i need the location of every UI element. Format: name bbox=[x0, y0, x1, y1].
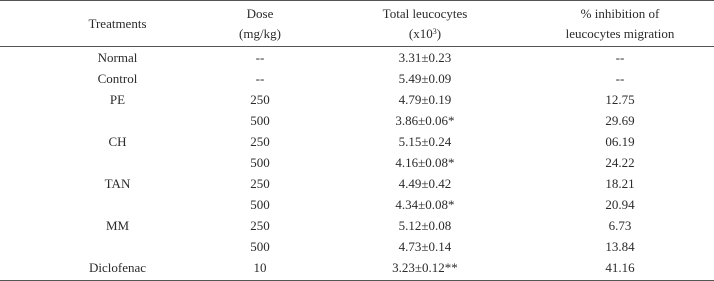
inhibition-cell: 18.21 bbox=[605, 176, 635, 191]
inhibition-cell: 24.22 bbox=[605, 155, 635, 170]
inhibition-cell: -- bbox=[615, 71, 625, 86]
header-dose-unit: (mg/kg) bbox=[239, 26, 281, 41]
inhibition-cell: 12.75 bbox=[605, 92, 635, 107]
inhibition-cell: 41.16 bbox=[605, 260, 635, 275]
leucocytes-cell: 5.12±0.08 bbox=[398, 218, 452, 233]
table-body bbox=[0, 47, 714, 278]
header-total-leucocytes bbox=[355, 4, 495, 44]
header-leucocytes-unit-prefix: (x10 bbox=[408, 26, 433, 41]
leucocytes-cell: 4.34±0.08* bbox=[395, 197, 455, 212]
leucocytes-cell: 4.79±0.19 bbox=[398, 92, 452, 107]
table-row bbox=[0, 215, 714, 236]
header-dose-label: Dose bbox=[246, 6, 274, 21]
header-inhibition-label: % inhibition of bbox=[580, 6, 660, 21]
dose-cell: 500 bbox=[250, 239, 270, 254]
dose-cell: 250 bbox=[250, 218, 270, 233]
header-leucocytes-unit-suffix: ) bbox=[436, 26, 442, 41]
header-leucocytes-unit-exponent: 3 bbox=[432, 27, 437, 36]
inhibition-cell: 20.94 bbox=[605, 197, 635, 212]
leucocytes-cell: 5.49±0.09 bbox=[398, 71, 452, 86]
header-leucocytes-label: Total leucocytes bbox=[382, 6, 468, 21]
leucocytes-cell: 5.15±0.24 bbox=[398, 134, 452, 149]
header-leucocytes-unit bbox=[355, 24, 495, 44]
header-dose bbox=[200, 4, 320, 44]
dose-cell: 250 bbox=[250, 92, 270, 107]
leucocytes-cell: 3.23±0.12** bbox=[392, 260, 458, 275]
table-row bbox=[0, 236, 714, 257]
treatment-cell: Normal bbox=[97, 50, 138, 65]
dose-cell: -- bbox=[255, 50, 265, 65]
leucocytes-cell: 4.73±0.14 bbox=[398, 239, 452, 254]
leucocytes-cell: 4.16±0.08* bbox=[395, 155, 455, 170]
treatment-cell: PE bbox=[109, 92, 126, 107]
leucocytes-cell: 3.86±0.06* bbox=[395, 113, 455, 128]
treatment-cell: MM bbox=[105, 218, 130, 233]
dose-cell: -- bbox=[255, 71, 265, 86]
header-inhibition bbox=[545, 4, 695, 44]
table-top-rule bbox=[0, 0, 714, 1]
table-row bbox=[0, 194, 714, 215]
table-row bbox=[0, 89, 714, 110]
inhibition-cell: 13.84 bbox=[605, 239, 635, 254]
inhibition-cell: -- bbox=[615, 50, 625, 65]
dose-cell: 10 bbox=[253, 260, 267, 275]
table-row bbox=[0, 257, 714, 278]
inhibition-cell: 06.19 bbox=[605, 134, 635, 149]
header-treatments-label: Treatments bbox=[88, 16, 147, 31]
table-row bbox=[0, 47, 714, 68]
table-row bbox=[0, 110, 714, 131]
table-row bbox=[0, 131, 714, 152]
table-row bbox=[0, 68, 714, 89]
header-treatments bbox=[50, 14, 185, 34]
inhibition-cell: 6.73 bbox=[608, 218, 632, 233]
dose-cell: 250 bbox=[250, 134, 270, 149]
dose-cell: 500 bbox=[250, 113, 270, 128]
header-inhibition-label-2: leucocytes migration bbox=[565, 26, 675, 41]
inhibition-cell: 29.69 bbox=[605, 113, 635, 128]
treatment-cell: CH bbox=[108, 134, 127, 149]
dose-cell: 500 bbox=[250, 155, 270, 170]
leucocytes-cell: 3.31±0.23 bbox=[398, 50, 452, 65]
dose-cell: 250 bbox=[250, 176, 270, 191]
table-row bbox=[0, 173, 714, 194]
treatment-cell: Diclofenac bbox=[88, 260, 147, 275]
treatment-cell: TAN bbox=[104, 176, 131, 191]
table-row bbox=[0, 152, 714, 173]
dose-cell: 500 bbox=[250, 197, 270, 212]
leucocytes-cell: 4.49±0.42 bbox=[398, 176, 452, 191]
treatment-cell: Control bbox=[97, 71, 138, 86]
